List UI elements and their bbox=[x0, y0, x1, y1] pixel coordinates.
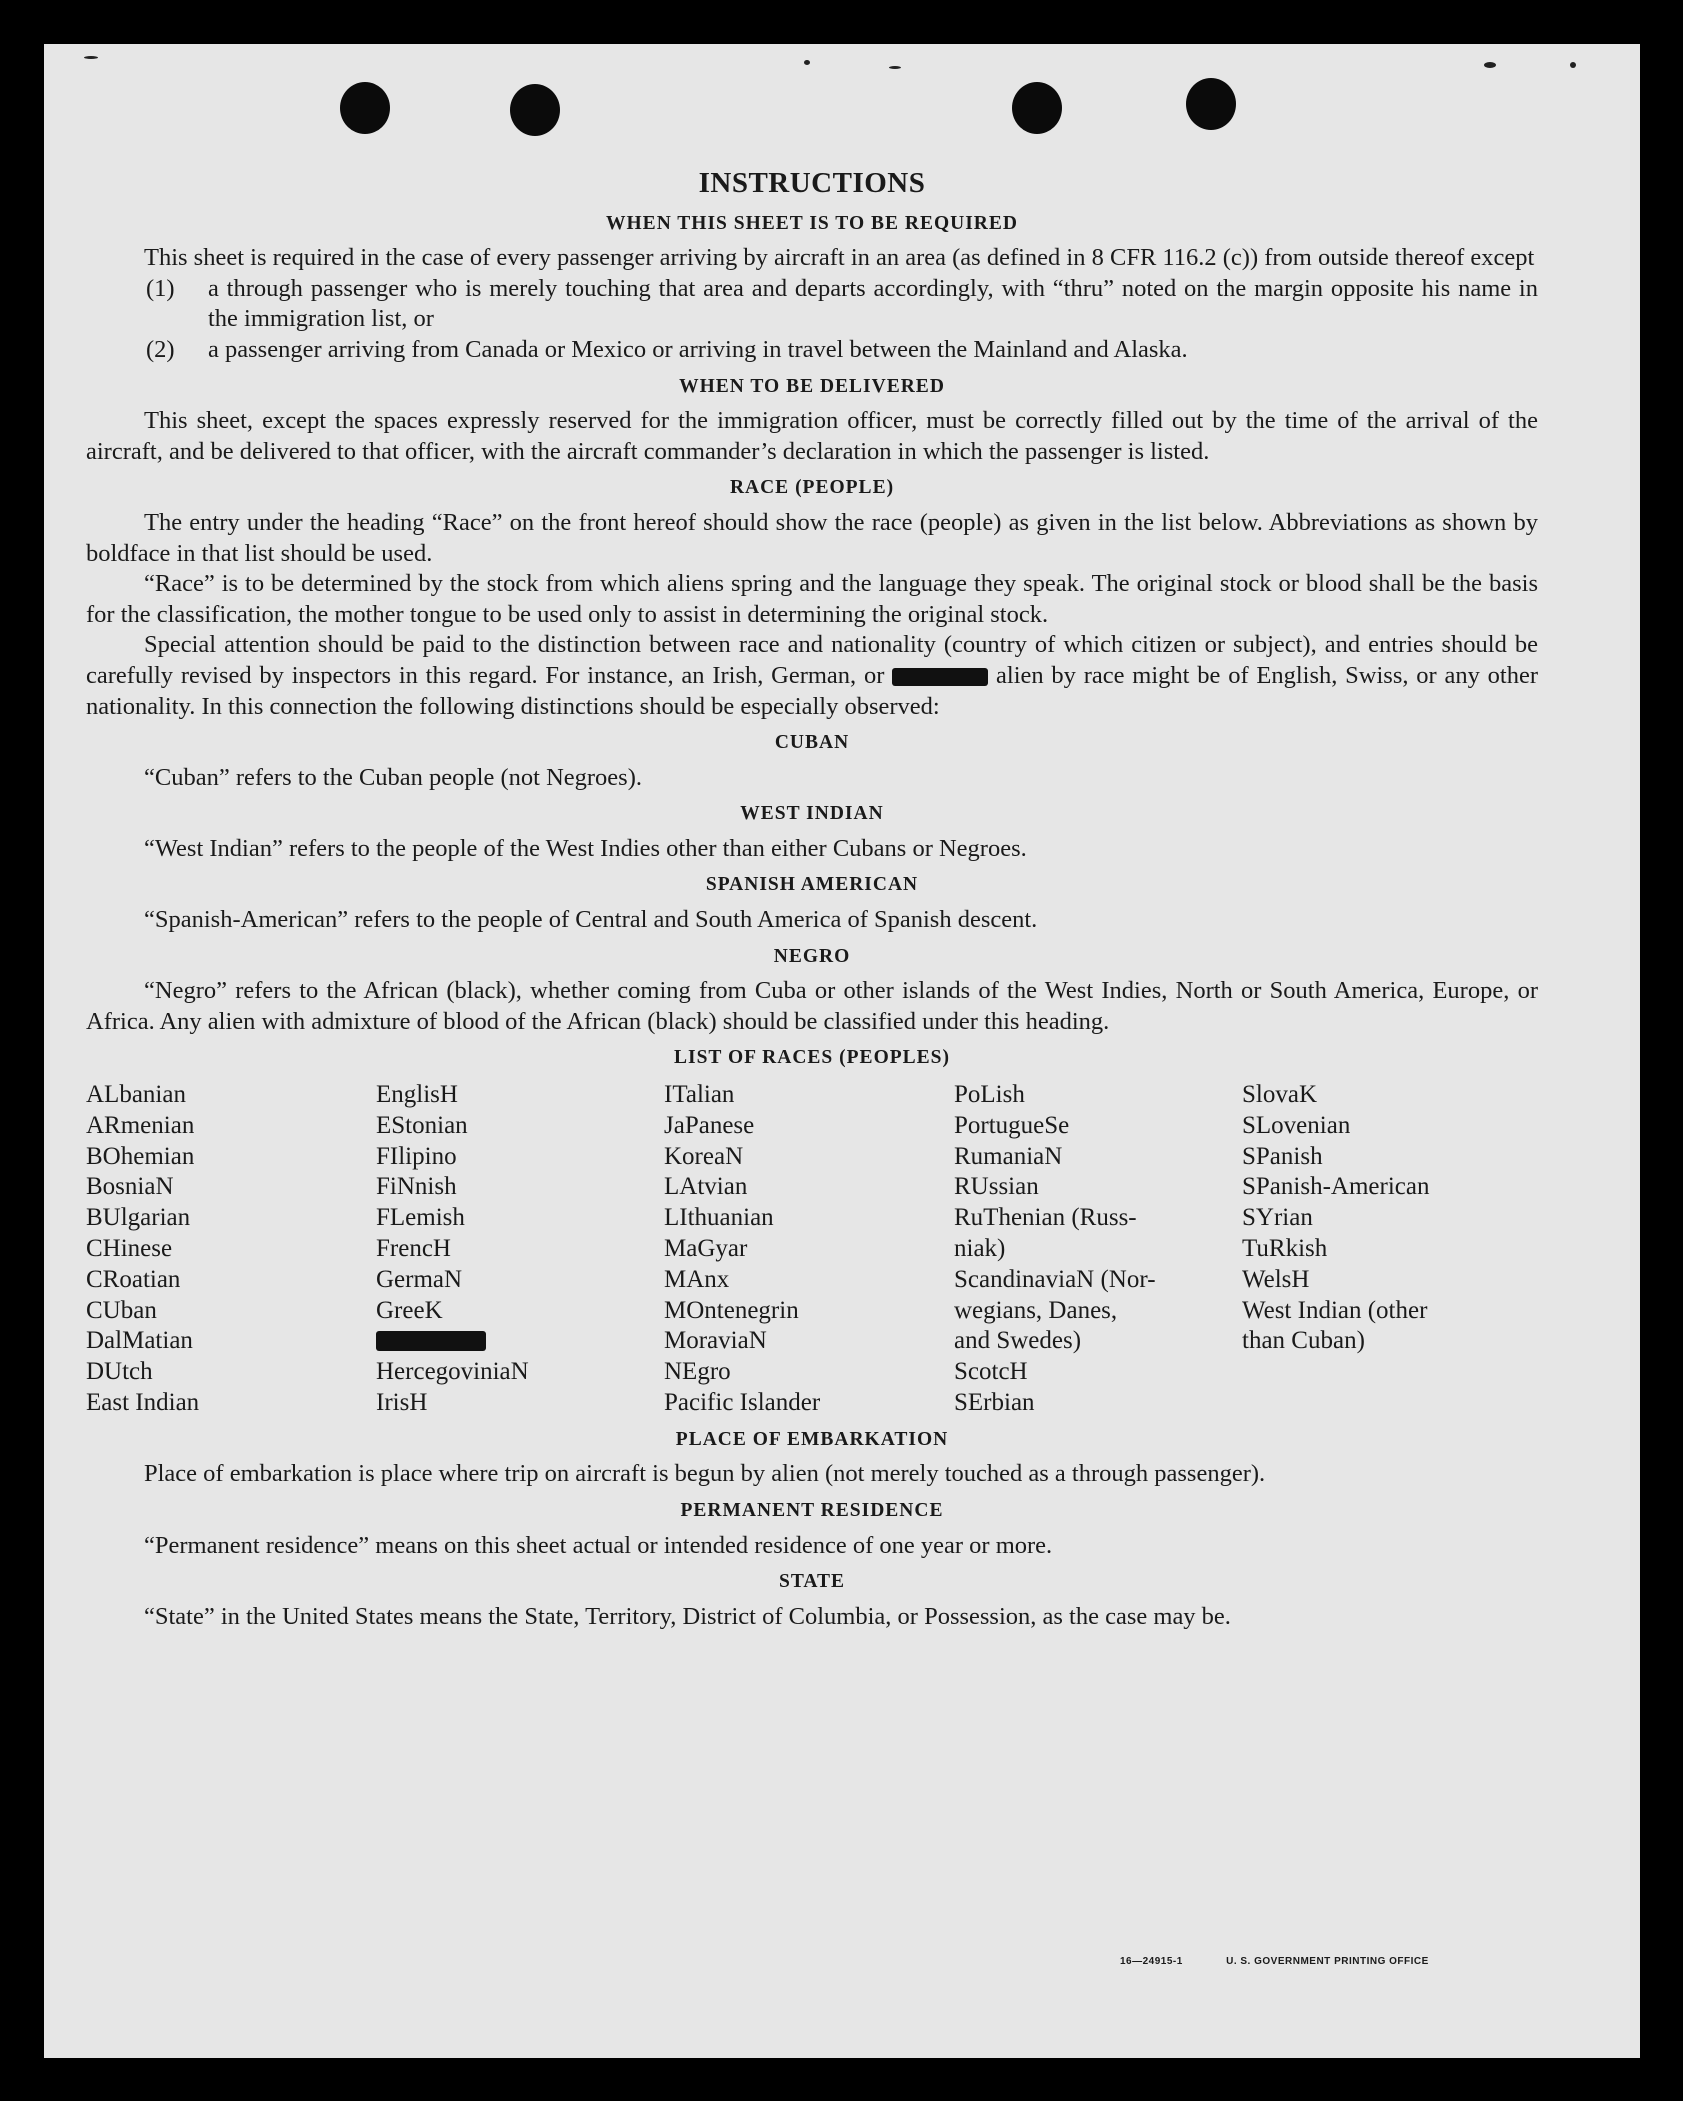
race-item: BUlgarian bbox=[86, 1204, 191, 1232]
list-item bbox=[146, 274, 1538, 335]
section-heading: STATE bbox=[778, 1571, 846, 1593]
race-item: Pacific Islander bbox=[664, 1389, 821, 1416]
punch-hole bbox=[1012, 82, 1062, 134]
punch-hole bbox=[340, 82, 390, 134]
race-item: SYrian bbox=[1242, 1204, 1313, 1232]
race-paragraph-3 bbox=[86, 630, 1538, 722]
section-heading: WHEN TO BE DELIVERED bbox=[679, 375, 945, 397]
spanish-american-text: “Spanish-American” refers to the people of Central and South America of Spanish descent. bbox=[144, 906, 1038, 934]
race-item: LIthuanian bbox=[664, 1204, 774, 1232]
residence-text: “Permanent residence” means on this sheet actual or intended residence of one year or more. bbox=[144, 1531, 1053, 1559]
instructions-content bbox=[86, 168, 1538, 1632]
form-number: 16—24915-1 bbox=[1120, 1956, 1183, 1967]
list-item bbox=[146, 335, 1538, 366]
race-item: SPanish bbox=[1242, 1142, 1323, 1170]
race-item: EStonian bbox=[376, 1111, 468, 1139]
race-item: DalMatian bbox=[86, 1327, 193, 1355]
negro-text: “Negro” refers to the African (black), whether coming from Cuba or other islands of the West Indies, North or South America, Europe, or Africa. Any alien with admixture of blood of the African (black) should be classified under this heading. bbox=[86, 977, 1538, 1035]
race-item: CUban bbox=[86, 1296, 157, 1324]
section-heading: PERMANENT RESIDENCE bbox=[680, 1499, 944, 1521]
race-column bbox=[86, 1080, 376, 1419]
required-intro: This sheet is required in the case of every passenger arriving by aircraft in an area (as defined in 8 CFR 116.2 (c)) from outside thereof except bbox=[144, 244, 1535, 272]
item-number: (1) bbox=[146, 274, 175, 302]
race-item: RUssian bbox=[954, 1173, 1039, 1201]
race-item: West Indian (other than Cuban) bbox=[1242, 1296, 1428, 1355]
race-item: FrencH bbox=[376, 1235, 451, 1263]
race-item: SPanish-American bbox=[1242, 1173, 1430, 1201]
section-heading: WHEN THIS SHEET IS TO BE REQUIRED bbox=[606, 212, 1018, 234]
race-item: SlovaK bbox=[1242, 1081, 1317, 1109]
section-heading: RACE (PEOPLE) bbox=[729, 477, 895, 499]
race-item: LAtvian bbox=[664, 1173, 748, 1201]
punch-hole bbox=[510, 84, 560, 136]
race-column bbox=[954, 1080, 1242, 1419]
race-item: TuRkish bbox=[1242, 1235, 1328, 1263]
race-item: MOntenegrin bbox=[664, 1296, 799, 1324]
race-item: ARmenian bbox=[86, 1111, 195, 1139]
race-item: GreeK bbox=[376, 1296, 443, 1324]
race-column bbox=[664, 1080, 954, 1419]
race-item: IrisH bbox=[376, 1389, 428, 1416]
dust-speck bbox=[1484, 62, 1496, 68]
race-item: RumaniaN bbox=[954, 1142, 1063, 1170]
race-item: FiNnish bbox=[376, 1173, 457, 1201]
item-text: a passenger arriving from Canada or Mexico or arriving in travel between the Mainland and Alaska. bbox=[208, 335, 1188, 363]
delivered-text: This sheet, except the spaces expressly reserved for the immigration officer, must be correctly filled out by the time of the arrival of the aircraft, and be delivered to that officer, with the aircraft commander’s declaration in which the passenger is listed. bbox=[86, 407, 1538, 465]
punch-hole bbox=[1186, 78, 1236, 130]
state-text: “State” in the United States means the State, Territory, District of Columbia, or Possession, as the case may be. bbox=[144, 1602, 1231, 1630]
race-paragraph-2: “Race” is to be determined by the stock from which aliens spring and the language they speak. The original stock or blood shall be the basis for the classification, the mother tongue to be used only to assist in determining the original stock. bbox=[86, 570, 1538, 628]
page-title: INSTRUCTIONS bbox=[698, 167, 926, 199]
item-number: (2) bbox=[146, 335, 175, 363]
race-item: CHinese bbox=[86, 1235, 173, 1263]
race-item: SErbian bbox=[954, 1389, 1035, 1416]
item-text: a through passenger who is merely touching that area and departs accordingly, with “thru” noted on the margin opposite his name in the immigration list, or bbox=[208, 274, 1538, 333]
redaction-mark bbox=[376, 1331, 486, 1351]
race-item: PortugueSe bbox=[954, 1111, 1070, 1139]
printer-footer bbox=[1120, 1956, 1469, 1967]
redaction-mark bbox=[892, 668, 988, 686]
race-item: PoLish bbox=[954, 1081, 1025, 1109]
race-list bbox=[86, 1080, 1538, 1419]
race-item: East Indian bbox=[86, 1389, 200, 1416]
race-item: CRoatian bbox=[86, 1265, 181, 1293]
dust-speck bbox=[889, 66, 901, 69]
race-item: BOhemian bbox=[86, 1142, 195, 1170]
race-paragraph-3-end: alien by race might be of English, Swiss, or any other nationality. In this connection the following distinctions should be especially observed: bbox=[86, 661, 1539, 720]
cuban-text: “Cuban” refers to the Cuban people (not Negroes). bbox=[144, 763, 642, 791]
race-item: HercegoviniaN bbox=[376, 1358, 529, 1386]
race-item: ScandinaviaN (Nor- wegians, Danes, and Swedes) bbox=[954, 1265, 1156, 1355]
race-column bbox=[1242, 1080, 1538, 1419]
race-item: KoreaN bbox=[664, 1142, 744, 1170]
printer-imprint: U. S. GOVERNMENT PRINTING OFFICE bbox=[1226, 1956, 1429, 1967]
race-item: WelsH bbox=[1242, 1265, 1310, 1293]
dust-speck bbox=[1570, 62, 1576, 68]
race-item: FLemish bbox=[376, 1204, 465, 1232]
race-item: MaGyar bbox=[664, 1235, 748, 1263]
race-item: ALbanian bbox=[86, 1081, 186, 1109]
race-item: EnglisH bbox=[376, 1081, 458, 1109]
section-heading: NEGRO bbox=[773, 945, 851, 967]
race-item: BosniaN bbox=[86, 1173, 174, 1201]
dust-speck bbox=[84, 56, 98, 59]
race-item: GermaN bbox=[376, 1265, 463, 1293]
section-heading: PLACE OF EMBARKATION bbox=[675, 1428, 949, 1450]
race-item: DUtch bbox=[86, 1358, 153, 1386]
race-item: FIlipino bbox=[376, 1142, 457, 1170]
race-item: ScotcH bbox=[954, 1358, 1028, 1386]
race-paragraph-3-start: Special attention should be paid to the distinction between race and nationality (country of which citizen or subject), and entries should be carefully revised by inspectors in this regard. For instance, an Irish, German, or bbox=[86, 631, 1538, 689]
race-item: RuThenian (Russ- niak) bbox=[954, 1204, 1137, 1263]
race-column bbox=[376, 1080, 664, 1419]
race-item: SLovenian bbox=[1242, 1111, 1351, 1139]
race-item: MoraviaN bbox=[664, 1327, 767, 1355]
redacted-race-item bbox=[376, 1326, 664, 1357]
section-heading: SPANISH AMERICAN bbox=[705, 874, 919, 896]
section-heading: CUBAN bbox=[774, 732, 850, 754]
embarkation-text: Place of embarkation is place where trip on aircraft is begun by alien (not merely touched as a through passenger). bbox=[144, 1460, 1266, 1488]
race-item: NEgro bbox=[664, 1358, 731, 1386]
race-item: ITalian bbox=[664, 1081, 735, 1109]
dust-speck bbox=[804, 60, 810, 65]
west-indian-text: “West Indian” refers to the people of the West Indies other than either Cubans or Negroes. bbox=[144, 834, 1027, 862]
document-sheet bbox=[44, 44, 1640, 2058]
race-paragraph-1: The entry under the heading “Race” on the front hereof should show the race (people) as given in the list below. Abbreviations as shown by boldface in that list should be used. bbox=[86, 508, 1538, 567]
race-item: JaPanese bbox=[664, 1111, 755, 1139]
section-heading: LIST OF RACES (PEOPLES) bbox=[673, 1047, 950, 1069]
section-heading: WEST INDIAN bbox=[740, 803, 884, 825]
race-item: MAnx bbox=[664, 1265, 730, 1293]
